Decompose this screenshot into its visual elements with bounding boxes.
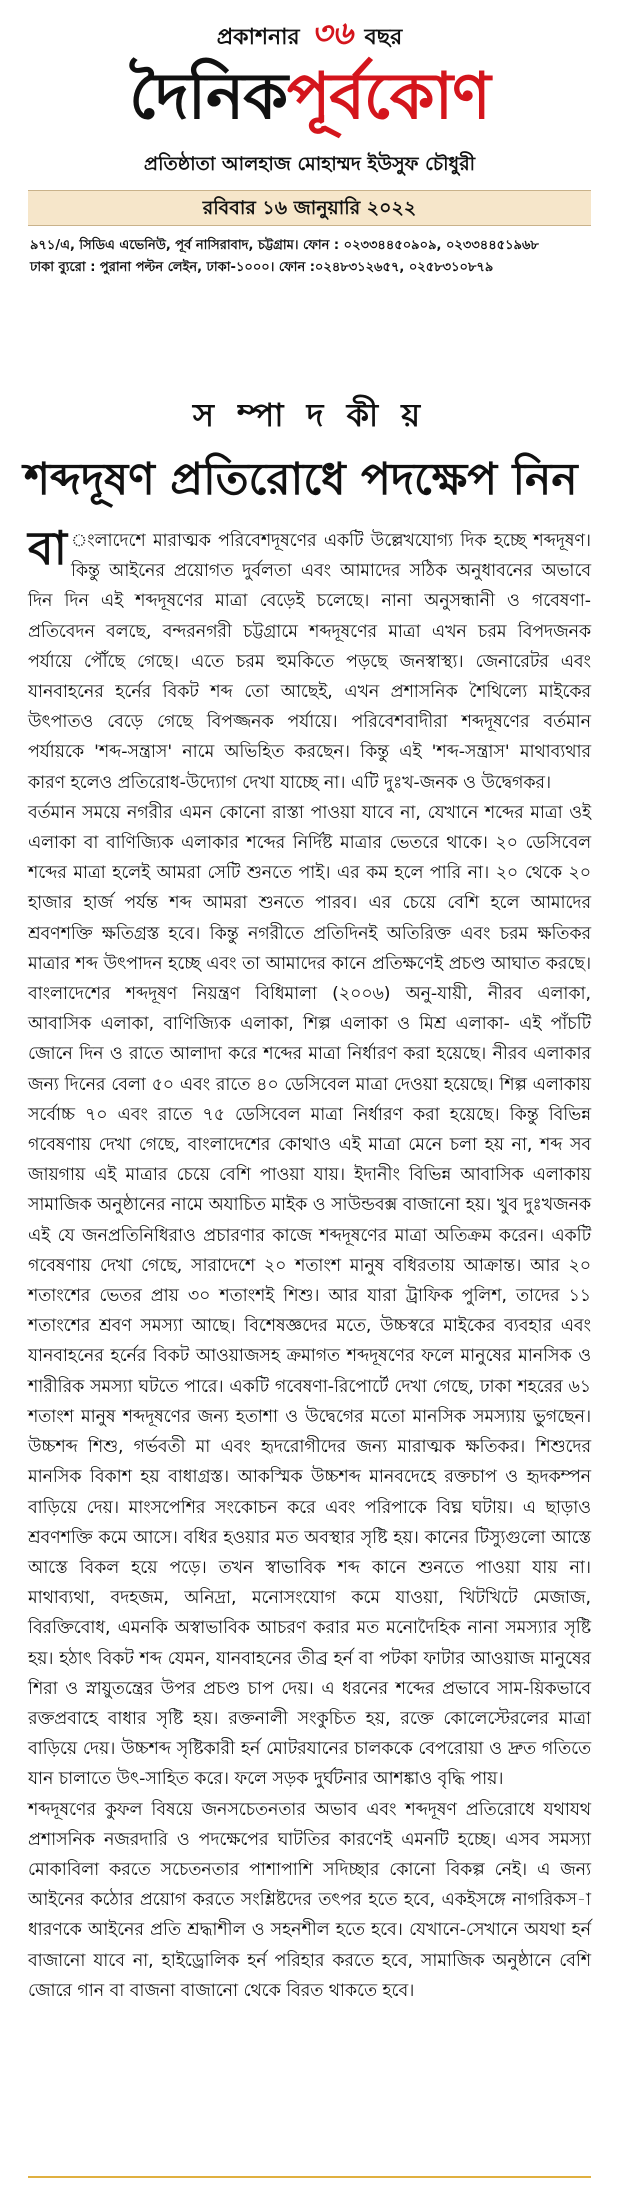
title-part1: দৈনিক — [129, 59, 287, 134]
founder-line: প্রতিষ্ঠাতা আলহাজ মোহাম্মদ ইউসুফ চৌধুরী — [143, 153, 476, 175]
tagline-number: ৩৬ — [311, 14, 353, 52]
paragraph-2: বর্তমান সময়ে নগরীর এমন কোনো রাস্তা পাওয়া যাবে না, যেখানে শব্দের মাত্রা ওই এলাকা বা বাণিজ্যিক এলাকার শব্দের নির্দিষ্ট মাত্রার ভেতরে থাকে। ২০ ডেসিবেল শব্দের মাত্রা হলেই আমরা সেটি শুনতে পাই। এর কম হলে পারি না। ২০ থেকে ২০ হাজার হার্জ পর্যন্ত শব্দ আমরা শুনতে পারব। এর চেয়ে বেশি হলে আমাদের শ্রবণশক্তি ক্ষতিগ্রস্ত হবে। কিন্তু নগরীতে প্রতিদিনই অতিরিক্ত এবং চরম ক্ষতিকর মাত্রার শব্দ উৎপাদন হচ্ছে এবং তা আমাদের কানে প্রতিক্ষণেই প্রচণ্ড আঘাত করছে। বাংলাদেশের শব্দদূষণ নিয়ন্ত্রণ বিধিমালা (২০০৬) অনু-যায়ী, নীরব এলাকা, আবাসিক এলাকা, বাণিজ্যিক এলাকা, শিল্প এলাকা ও মিশ্র এলাকা- এই পাঁচটি জোনে দিন ও রাতে আলাদা করে শব্দের মাত্রা নির্ধারণ করা হয়েছে। নীরব এলাকার জন্য দিনের বেলা ৫০ এবং রাতে ৪০ ডেসিবেল মাত্রা দেওয়া হয়েছে। শিল্প এলাকায় সর্বোচ্চ ৭০ এবং রাতে ৭৫ ডেসিবেল মাত্রা নির্ধারণ করা হয়েছে। কিন্তু বিভিন্ন গবেষণায় দেখা গেছে, বাংলাদেশের কোথাও এই মাত্রা মেনে চলা হয় না, শব্দ সব জায়গায় এই মাত্রার চেয়ে বেশি পাওয়া যায়। ইদানীং বিভিন্ন আবাসিক এলাকায় সামাজিক অনুষ্ঠানের নামে অযাচিত মাইক ও সাউন্ডবক্স বাজানো হয়। খুব দুঃখজনক এই যে জনপ্রতিনিধিরাও প্রচারণার কাজে শব্দদূষণের মাত্রা অতিক্রম করেন। একটি গবেষণায় দেখা গেছে, সারাদেশে ২০ শতাংশ মানুষ বধিরতায় আক্রান্ত। আর ২০ শতাংশের ভেতর প্রায় ৩০ শতাংশই শিশু। আর যারা ট্রাফিক পুলিশ, তাদের ১১ শতাংশের শ্রবণ সমস্যা আছে। বিশেষজ্ঞদের মতে, উচ্চস্বরে মাইকের ব্যবহার এবং যানবাহনের হর্নের বিকট আওয়াজসহ ক্রমাগত শব্দদূষণের ফলে মানুষের মানসিক ও শারীরিক সমস্যা ঘটতে পারে। একটি গবেষণা-রিপোর্টে দেখা গেছে, ঢাকা শহরের ৬১ শতাংশ মানুষ শব্দদূষণের জন্য হতাশা ও উদ্বেগের মতো মানসিক সমস্যায় ভুগছেন। উচ্চশব্দ শিশু, গর্ভবতী মা এবং হৃদরোগীদের জন্য মারাত্মক ক্ষতিকর। শিশুদের মানসিক বিকাশ হয় বাধাগ্রস্ত। আকস্মিক উচ্চশব্দ মানবদেহে রক্তচাপ ও হৃদকম্পন বাড়িয়ে দেয়। মাংসপেশির সংকোচন করে এবং পরিপাকে বিঘ্ন ঘটায়। এ ছাড়াও শ্রবণশক্তি কমে আসে। বধির হওয়ার মত অবস্থার সৃষ্টি হয়। কানের টিস্যুগুলো আস্তে আস্তে বিকল হয়ে পড়ে। তখন স্বাভাবিক শব্দ কানে শুনতে পাওয়া যায় না। মাথাব্যথা, বদহজম, অনিদ্রা, মনোসংযোগ কমে যাওয়া, খিটখিটে মেজাজ, বিরক্তিবোধ, এমনকি অস্বাভাবিক আচরণ করার মত মনোদৈহিক নানা সমস্যার সৃষ্টি হয়। হঠাৎ বিকট শব্দ যেমন, যানবাহনের তীব্র হর্ন বা পটকা ফাটার আওয়াজ মানুষের শিরা ও স্নায়ুতন্ত্রের উপর প্রচণ্ড চাপ দেয়। এ ধরনের শব্দের প্রভাবে সাম-য়িকভাবে রক্তপ্রবাহে বাধার সৃষ্টি হয়। রক্তনালী সংকুচিত হয়, রক্তে কোলেস্টেরলের মাত্রা বাড়িয়ে দেয়। উচ্চশব্দ সৃষ্টিকারী হর্ন মোটরযানের চালককে বেপরোয়া ও দ্রুত গতিতে যান চালাতে উৎ-সাহিত করে। ফলে সড়ক দুর্ঘটনার আশঙ্কাও বৃদ্ধি পায়। — [28, 802, 592, 1790]
newspaper-title — [0, 48, 619, 155]
bottom-rule — [28, 2176, 591, 2178]
paragraph-1 — [28, 521, 591, 798]
article-headline: শব্দদূষণ প্রতিরোধে পদক্ষেপ নিন — [24, 454, 578, 505]
section-label: স ম্পা দ কী য় — [192, 396, 427, 434]
tagline-before: প্রকাশনার — [216, 25, 300, 50]
drop-cap: বা — [28, 521, 67, 575]
paragraph-1-text: ংলাদেশে মারাত্মক পরিবেশদূষণের একটি উল্লেখযোগ্য দিক হচ্ছে শব্দদূষণ। কিন্তু আইনের প্রয়োগত দুর্বলতা এবং আমাদের সঠিক অনুধাবনের অভাবে দিন দিন এই শব্দদূষণের মাত্রা বেড়েই চলেছে। নানা অনুসন্ধানী ও গবেষণা-প্রতিবেদন বলছে, বন্দরনগরী চট্টগ্রামে শব্দদূষণের মাত্রা এখন চরম বিপদজনক পর্যায়ে পৌঁছে গেছে। এতে চরম হুমকিতে পড়ছে জনস্বাস্থ্য। জেনারেটর এবং যানবাহনের হর্নের বিকট শব্দ তো আছেই, এখন প্রশাসনিক শৈথিল্যে মাইকের উৎপাতও বেড়ে গেছে বিপজ্জনক পর্যায়ে। পরিবেশবাদীরা শব্দদূষণের বর্তমান পর্যায়কে 'শব্দ-সন্ত্রাস' নামে অভিহিত করছেন। কিন্তু এই 'শব্দ-সন্ত্রাস' মাথাব্যথার কারণ হলেও প্রতিরোধ-উদ্যোগ দেখা যাচ্ছে না। এটি দুঃখ-জনক ও উদ্বেগকর। — [28, 531, 591, 793]
masthead — [0, 0, 619, 148]
paragraph-3: শব্দদূষণের কুফল বিষয়ে জনসচেতনতার অভাব এবং শব্দদূষণ প্রতিরোধে যথাযথ প্রশাসনিক নজরদারি ও পদক্ষেপের ঘাটতির কারণেই এমনটি হচ্ছে। এসব সমস্যা মোকাবিলা করতে সচেতনতার পাশাপাশি সদিচ্ছার কোনো বিকল্প নেই। এ জন্য আইনের কঠোর প্রয়োগ করতে সংশ্লিষ্টদের তৎপর হতে হবে, একইসঙ্গে নাগরিকস-াধারণকে আইনের প্রতি শ্রদ্ধাশীল ও সহনশীল হতে হবে। যেখানে-সেখানে অযথা হর্ন বাজানো যাবে না, হাইড্রোলিক হর্ন পরিহার করতে হবে, সামাজিক অনুষ্ঠানে বেশি জোরে গান বা বাজনা বাজানো থেকে বিরত থাকতে হবে। — [28, 1799, 591, 2001]
address-line-1: ৯৭১/এ, সিডিএ এভেনিউ, পূর্ব নাসিরাবাদ, চট্টগ্রাম। ফোন : ০২৩৩৪৪৫০৯০৯, ০২৩৩৪৪৫১৯৬৮ — [30, 238, 539, 253]
date-bar: রবিবার ১৬ জানুয়ারি ২০২২ — [28, 190, 591, 226]
address-line-2: ঢাকা ব্যুরো : পুরানা পল্টন লেইন, ঢাকা-১০০০। ফোন :০২৪৮৩১২৬৫৭, ০২৫৮৩১০৮৭৯ — [30, 260, 494, 275]
title-part2: পূর্বকোণ — [286, 59, 490, 134]
tagline-after: বছর — [364, 25, 403, 50]
article-body — [28, 521, 592, 2006]
